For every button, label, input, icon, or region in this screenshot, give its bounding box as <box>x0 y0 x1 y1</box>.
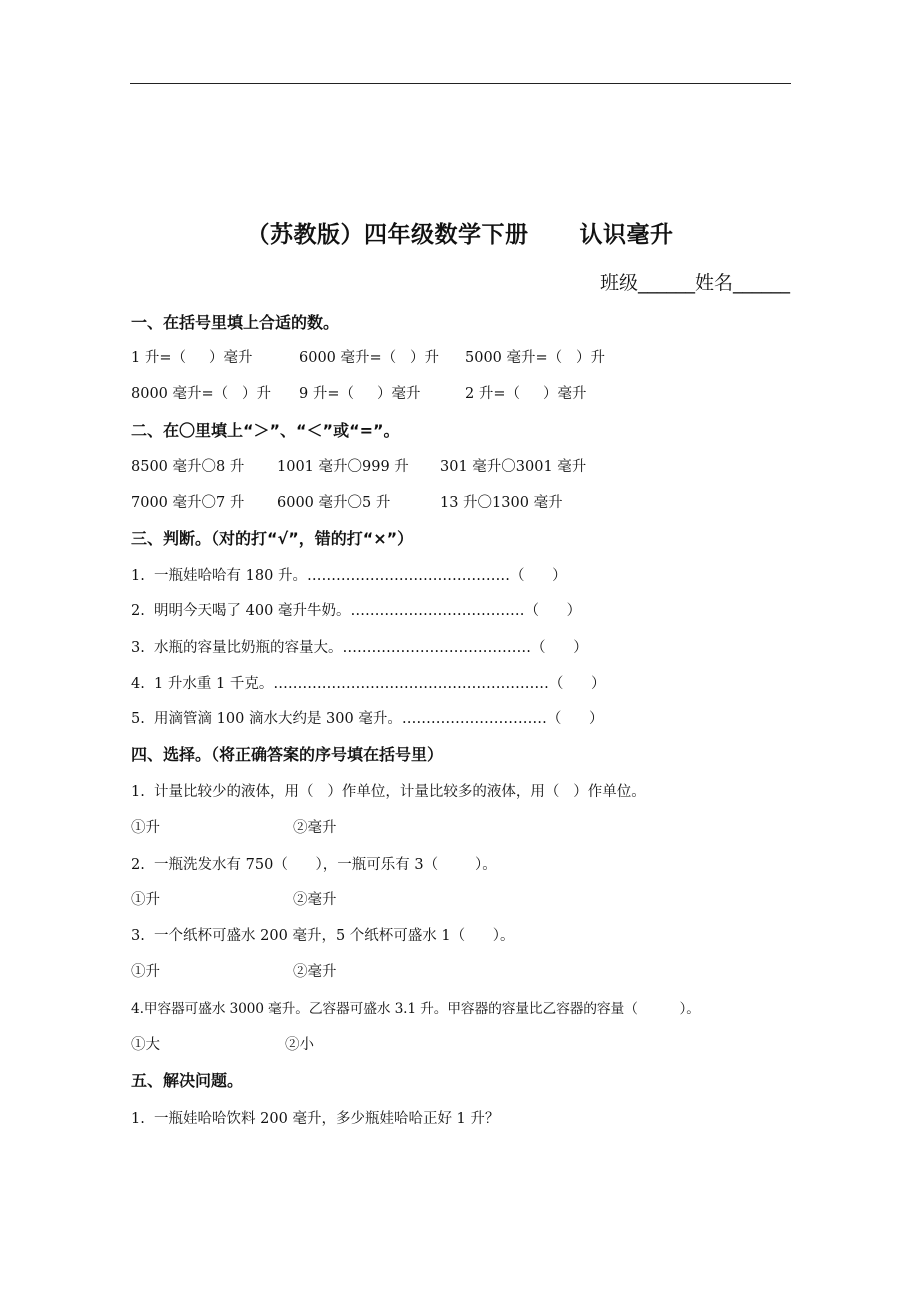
section3-heading: 三、判断。（对的打“√”，错的打“×”） <box>131 529 414 548</box>
s1-r2-c3: 2 升=（ ）毫升 <box>465 386 587 402</box>
choice-q1-option-b: ②毫升 <box>293 820 337 836</box>
s1-r1-c2: 6000 毫升=（ ）升 <box>299 350 439 366</box>
s2-r1-c3: 301 毫升〇3001 毫升 <box>440 459 587 475</box>
s1-r2-c2: 9 升=（ ）毫升 <box>299 386 421 402</box>
judge-item-1: 1. 一瓶娃哈哈有 180 升。……………………………………（ ） <box>131 568 567 584</box>
s1-r2-c1: 8000 毫升=（ ）升 <box>131 386 271 402</box>
choice-q3-option-b: ②毫升 <box>293 964 337 980</box>
page-title: （苏教版）四年级数学下册 认识毫升 <box>246 222 674 248</box>
section5-heading: 五、解决问题。 <box>131 1071 244 1090</box>
class-name-line: 班级______姓名______ <box>599 272 790 294</box>
judge-item-2: 2. 明明今天喝了 400 毫升牛奶。………………………………（ ） <box>131 603 582 619</box>
choice-q3-option-a: ①升 <box>131 964 160 980</box>
choice-q1: 1. 计量比较少的液体，用（ ）作单位，计量比较多的液体，用（ ）作单位。 <box>131 784 646 800</box>
section4-heading: 四、选择。（将正确答案的序号填在括号里） <box>131 745 444 764</box>
section1-heading: 一、在括号里填上合适的数。 <box>131 313 340 332</box>
s1-r1-c3: 5000 毫升=（ ）升 <box>465 350 605 366</box>
judge-item-3: 3. 水瓶的容量比奶瓶的容量大。…………………………………（ ） <box>131 640 588 656</box>
section2-heading: 二、在〇里填上“＞”、“＜”或“=”。 <box>131 421 400 440</box>
s1-r1-c1: 1 升=（ ）毫升 <box>131 350 253 366</box>
top-rule <box>130 83 791 84</box>
choice-q2-option-a: ①升 <box>131 892 160 908</box>
s2-r1-c2: 1001 毫升〇999 升 <box>277 459 409 475</box>
choice-q1-option-a: ①升 <box>131 820 160 836</box>
s2-r2-c3: 13 升〇1300 毫升 <box>440 495 563 511</box>
choice-q4-option-a: ①大 <box>131 1037 160 1053</box>
s2-r2-c2: 6000 毫升〇5 升 <box>277 495 391 511</box>
choice-q2-option-b: ②毫升 <box>293 892 337 908</box>
choice-q4: 4.甲容器可盛水 3000 毫升。乙容器可盛水 3.1 升。甲容器的容量比乙容器的容量（ ）。 <box>131 1001 700 1017</box>
judge-item-4: 4. 1 升水重 1 千克。…………………………………………………（ ） <box>131 676 606 692</box>
judge-item-5: 5. 用滴管滴 100 滴水大约是 300 毫升。…………………………（ ） <box>131 711 604 727</box>
choice-q3: 3. 一个纸杯可盛水 200 毫升，5 个纸杯可盛水 1（ ）。 <box>131 928 515 944</box>
s2-r2-c1: 7000 毫升〇7 升 <box>131 495 245 511</box>
choice-q2: 2. 一瓶洗发水有 750（ ），一瓶可乐有 3（ ）。 <box>131 857 497 873</box>
s2-r1-c1: 8500 毫升〇8 升 <box>131 459 245 475</box>
choice-q4-option-b: ②小 <box>285 1037 314 1053</box>
problem-q1: 1. 一瓶娃哈哈饮料 200 毫升，多少瓶娃哈哈正好 1 升？ <box>131 1111 500 1127</box>
